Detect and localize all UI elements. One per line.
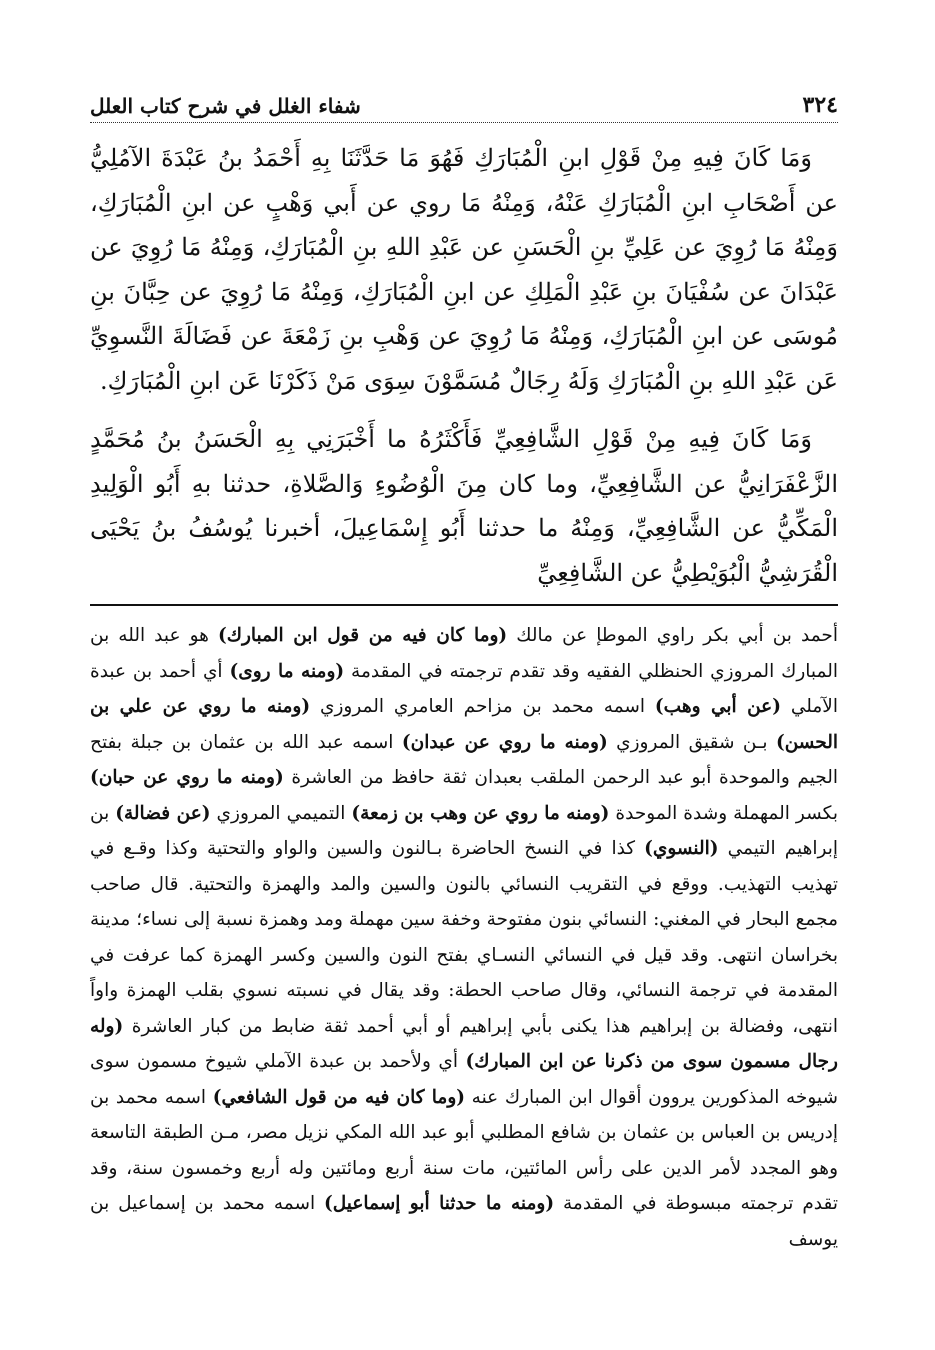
running-title: شفاء الغلل في شرح كتاب العلل: [90, 94, 361, 118]
footnote-text: التميمي المروزي: [210, 802, 352, 824]
footnote-text: بكسر المهملة وشدة الموحدة: [609, 802, 838, 824]
main-paragraph: وَمَا كَانَ فِيهِ مِنْ قَوْلِ الشَّافِعِيِّ فَأَكْثَرُهُ ما أَخْبَرَنِي بِهِ الْحَسَنُ بنُ مُحَمَّدٍ الزَّعْفَرَانِيُّ عن الشَّافِعِيِّ، وما كان مِنَ الْوُضُوءِ وَالصَّلاةِ، حدثنا بهِ أَبُو الْوَلِيدِ الْمَكِّيُّ عن الشَّافِعِيِّ، وَمِنْهُ ما حدثنا أَبُو إِسْمَاعِيلَ، أخبرنا يُوسُفُ بنُ يَحْيَى الْقُرَشِيُّ الْبُوَيْطِيُّ عن الشَّافِعِيِّ: [90, 425, 838, 587]
footnote-text: بـن شقيق المروزي: [607, 731, 776, 753]
footnote-quote: (ومنه ما روى): [229, 660, 345, 682]
footnote-quote: (ومنه ما روي عن وهب بن زمعة): [351, 802, 610, 824]
footnote-quote: (ومنه ما روي عن عبدان): [401, 731, 608, 753]
footnote-paragraph: [90, 618, 838, 1257]
page-number: ٣٢٤: [802, 92, 838, 118]
footnote-quote: (وما كان فيه من قول الشافعي): [212, 1086, 466, 1108]
footnote-text: بن إبراهيم التيمي: [90, 802, 838, 859]
footnote-quote: (عن أبي وهب): [654, 696, 781, 717]
footnote-quote: (وما كان فيه من قول ابن المبارك): [217, 625, 508, 646]
main-text: [90, 136, 838, 595]
footnote-quote: (ومنه ما روي عن حبان): [90, 767, 284, 788]
footnote-text: أي ولأحمد بن عبدة الآملي شيوخ مسمون سوى شيوخه المذكورين يروون أقوال ابن المبارك عنه: [90, 1051, 838, 1108]
footnote-quote: (عن فضالة): [115, 802, 211, 824]
footnote-quote: (وله رجال مسمون سوى من ذكرنا عن ابن المبارك): [90, 1015, 838, 1072]
footnote-text: أي أحمد بن عبدة الآملي: [90, 660, 838, 717]
footnote-quote: (النسوي): [644, 838, 719, 859]
footnote-text: اسمه عبد الله بن عثمان بن جبلة بفتح الجيم والموحدة أبو عبد الرحمن الملقب بعبدان ثقة حافظ من العاشرة: [90, 731, 838, 788]
main-paragraph: وَمَا كَانَ فِيهِ مِنْ قَوْلِ ابنِ الْمُبَارَكِ فَهُوَ مَا حَدَّثَنَا بِهِ أَحْمَدُ بنُ عَبْدَةَ الآمُلِيُّ عن أَصْحَابِ ابنِ الْمُبَارَكِ عَنْهُ، وَمِنْهُ مَا روي عن أَبي وَهْبٍ عن ابنِ الْمُبَارَكِ، وَمِنْهُ مَا رُوِيَ عن عَلِيِّ بنِ الْحَسَنِ عن عَبْدِ اللهِ بنِ الْمُبَارَكِ، وَمِنْهُ مَا رُوِيَ عن عَبْدَانَ عن سُفْيَانَ بنِ عَبْدِ الْمَلِكِ عن ابنِ الْمُبَارَكِ، وَمِنْهُ مَا رُوِيَ عن حِبَّانَ بنِ مُوسَى عن ابنِ الْمُبَارَكِ، وَمِنْهُ مَا رُوِيَ عن وَهْبِ بنِ زَمْعَةَ عن فَضَالَةَ النَّسوِيِّ عَن عَبْدِ اللهِ بنِ الْمُبَارَكِ وَلَهُ رِجَالٌ مُسَمَّوْنَ سِوَى مَنْ ذَكَرْنَا عَن ابنِ الْمُبَارَكِ.: [90, 144, 839, 395]
footnote-text: كذا في النسخ الحاضرة بـالنون والسين والواو والتحتية وكذا وقـع في تهذيب التهذيب. ووقع في التقريب النسائي بالنون والسين والمد والهمزة والتحتية. قال صاحب مجمع البحار في المغني: النسائي بنون مفتوحة وخفة سين مهملة ومد وهمزة نسبة إلى نساء؛ مدينة بخراسان انتهى. وقد قيل في النسائي النسـاي بفتح النون والسين وكسر الهمزة كما عرفت في المقدمة في ترجمة النسائي، وقال صاحب الحطة: وقد يقال في نسبته نسوي بقلب الهمزة واواً انتهى، وفضالة بن إبراهيم هذا يكنى بأبي إبراهيم أو أبي أحمد ثقة ضابط من كبار العاشرة: [90, 838, 838, 1037]
footnote-text: اسمه محمد بن مزاحم العامري المروزي: [310, 696, 655, 717]
footnote-text: هو عبد الله بن المبارك المروزي الحنظلي الفقيه وقد تقدم ترجمته في المقدمة: [90, 625, 838, 682]
footnotes: [90, 618, 838, 1257]
footnote-quote: (ومنه ما حدثنا أبو إسماعيل): [323, 1193, 555, 1214]
footnote-text: اسمه محمد بن إسماعيل بن يوسف: [90, 1193, 838, 1250]
footnote-text: اسمه محمد بن إدريس بن العباس بن عثمان بن شافع المطلبي أبو عبد الله المكي نزيل مصر، مـن الطبقة التاسعة وهو المجدد لأمر الدين على رأس المائتين، مات سنة أربع ومائتين وله أربع وخمسون سنة، وقد تقدم ترجمته مبسوطة في المقدمة: [90, 1086, 838, 1214]
footnote-divider: [90, 604, 838, 606]
footnote-text: أحمد بن أبي بكر راوي الموطإ عن مالك: [507, 625, 838, 646]
footnote-quote: (ومنه ما روي عن علي بن الحسن): [90, 696, 838, 753]
page-header: [90, 92, 838, 123]
